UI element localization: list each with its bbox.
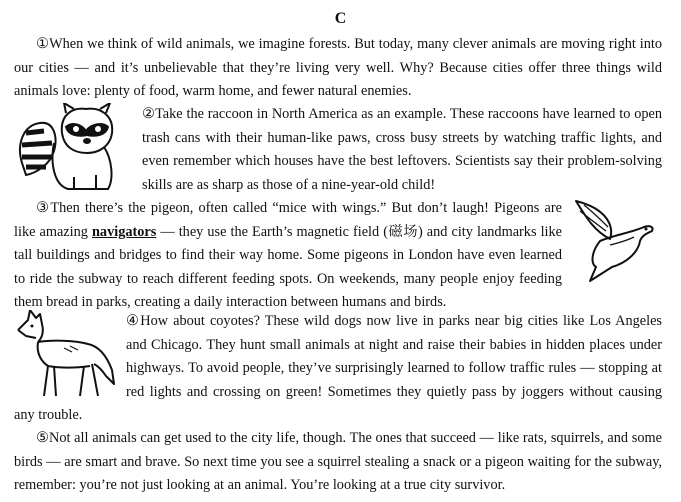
pigeon-illustration (570, 197, 662, 289)
paragraph-4-block (14, 310, 662, 428)
paragraph-1: ①When we think of wild animals, we imagine forests. But today, many clever animals are moving right into our cities — and it’s unbelievable that they’re living very well. Why? Because cities offer three things wild animals love: plenty of food, warm home, and fewer natural enemies. (14, 36, 662, 99)
paragraph-2-block (14, 103, 662, 197)
paragraph-3-rest: — they use the Earth’s magnetic field (磁场) and city landmarks like tall buildings and bridges to find their way home. Some pigeons in London have even learned to ride the subway to reach different feeding spots. On weekends, many people enjoy feeding them bread in parks, creating a daily interaction between humans and birds. (14, 223, 563, 310)
pigeon-icon (570, 197, 658, 285)
passage-title: C (334, 10, 347, 27)
paragraph-5: ⑤Not all animals can get used to the city life, though. The ones that succeed — like rats, squirrels, and some birds — are smart and brave. So next time you see a squirrel stealing a snack or a pigeon waiting for the subway, remember: you’re not just looking at an animal. You’re looking at a true city survivor. (14, 430, 662, 493)
coyote-illustration (14, 310, 126, 402)
raccoon-icon (14, 103, 126, 195)
raccoon-illustration (14, 103, 142, 195)
paragraph-2: ②Take the raccoon in North America as an example. These raccoons have learned to open trash cans with their human-like paws, cross busy streets by watching traffic lights, and even remember which houses have the best leftovers. Scientists say their problem-solving skills are as sharp as those of a nine-year-old child! (142, 106, 662, 193)
keyword-navigators: navigators (91, 223, 157, 240)
paragraph-4: ④How about coyotes? These wild dogs now live in parks near big cities like Los Angeles and Chicago. They hunt small animals at night and raise their babies in hidden places under highways. To avoid people, they’ve surprisingly learned to follow traffic rules — stopping at red lights and crossing on green! Sometimes they quietly pass by joggers without causing any trouble. (14, 313, 662, 423)
coyote-icon (14, 310, 118, 400)
paragraph-3-lead: ③Then there’s the pigeon, often called “mice with wings.” But don’t laugh! Pigeons are like amazing (14, 200, 562, 240)
paragraph-3-block (14, 197, 662, 315)
